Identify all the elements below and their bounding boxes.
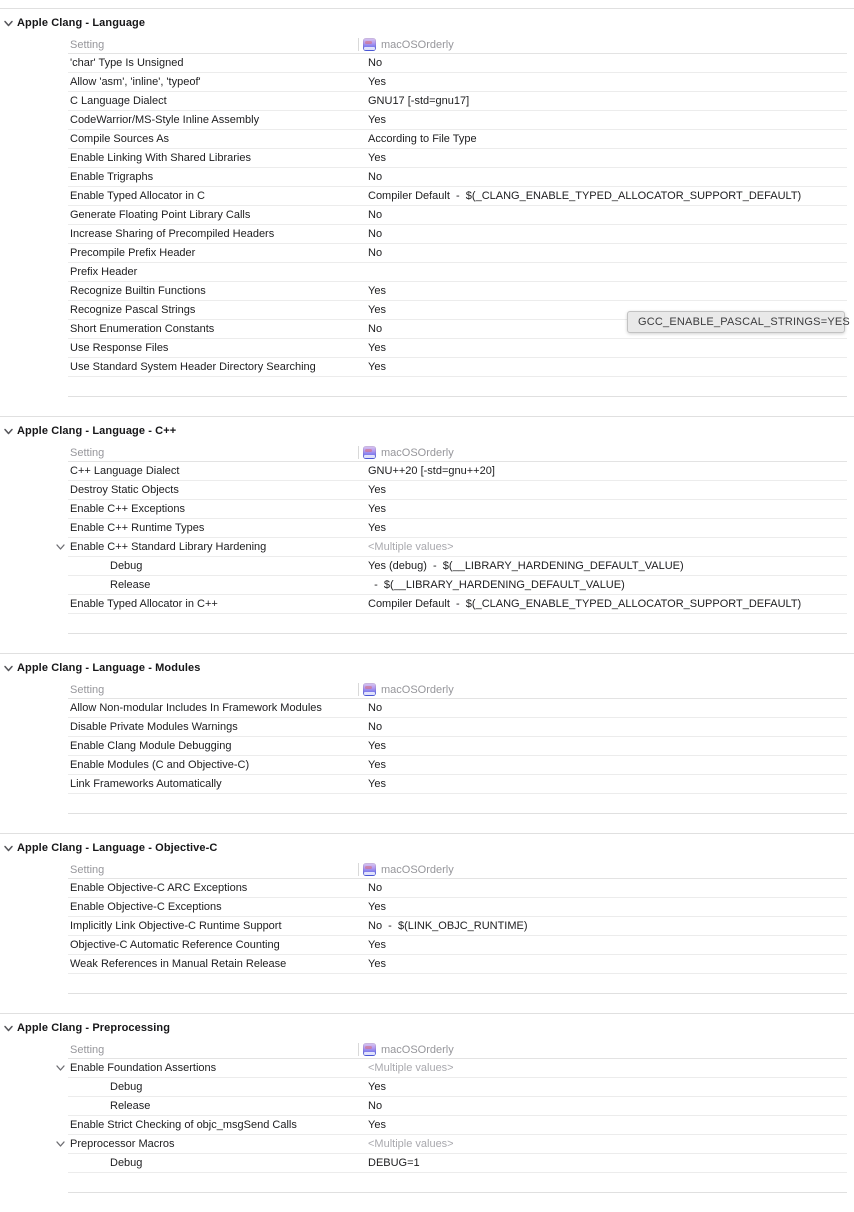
table-row[interactable] [68, 1097, 847, 1116]
section-title: Apple Clang - Language - Objective-C [17, 841, 218, 854]
column-header-setting: Setting [70, 446, 105, 459]
table-trailing-space [68, 1173, 847, 1193]
column-header-setting: Setting [70, 1043, 105, 1056]
table-row[interactable] [68, 917, 847, 936]
setting-cell [68, 114, 368, 126]
setting-label: Enable Clang Module Debugging [70, 740, 232, 752]
tooltip: GCC_ENABLE_PASCAL_STRINGS=YES [627, 311, 845, 333]
chevron-down-icon[interactable] [3, 18, 14, 29]
setting-cell [68, 285, 368, 297]
setting-label: Enable Typed Allocator in C++ [70, 598, 218, 610]
chevron-down-icon[interactable] [3, 426, 14, 437]
column-header-target: macOSOrderly [381, 683, 454, 696]
setting-value[interactable]: No [368, 1100, 383, 1112]
table-row[interactable] [68, 149, 847, 168]
setting-label: Precompile Prefix Header [70, 247, 196, 259]
setting-label: Objective-C Automatic Reference Counting [70, 939, 280, 951]
chevron-down-icon[interactable] [55, 542, 66, 553]
table-row[interactable] [68, 206, 847, 225]
setting-cell [68, 759, 368, 771]
setting-value[interactable]: No [368, 209, 383, 221]
setting-label: Increase Sharing of Precompiled Headers [70, 228, 275, 240]
setting-label: Recognize Builtin Functions [70, 285, 206, 297]
column-header-setting: Setting [70, 683, 105, 696]
setting-label: Debug [110, 560, 143, 572]
table-row[interactable] [68, 955, 847, 974]
macos-app-icon [363, 863, 376, 876]
setting-value[interactable]: Yes (debug) - $(__LIBRARY_HARDENING_DEFAULT_VALUE) [368, 560, 684, 572]
setting-value[interactable]: No - $(LINK_OBJC_RUNTIME) [368, 920, 528, 932]
setting-value[interactable]: No [368, 57, 383, 69]
table-trailing-space [68, 377, 847, 397]
setting-value[interactable]: Compiler Default - $(_CLANG_ENABLE_TYPED_ALLOCATOR_SUPPORT_DEFAULT) [368, 190, 802, 202]
settings-table [68, 681, 847, 814]
table-row[interactable] [68, 1078, 847, 1097]
table-row[interactable] [68, 92, 847, 111]
setting-cell [68, 778, 368, 790]
settings-section [0, 8, 854, 416]
setting-cell [68, 323, 368, 335]
setting-label: Link Frameworks Automatically [70, 778, 222, 790]
setting-cell [68, 95, 368, 107]
settings-section [0, 416, 854, 653]
setting-label: Enable Typed Allocator in C [70, 190, 205, 202]
chevron-down-icon[interactable] [3, 663, 14, 674]
table-row[interactable] [68, 462, 847, 481]
settings-section [0, 653, 854, 833]
setting-cell [68, 76, 368, 88]
setting-label: Use Standard System Header Directory Searching [70, 361, 316, 373]
setting-label: Allow 'asm', 'inline', 'typeof' [70, 76, 201, 88]
settings-table [68, 1041, 847, 1193]
setting-cell [68, 484, 368, 496]
setting-value[interactable]: Yes [368, 901, 386, 913]
macos-app-icon [363, 1043, 376, 1056]
table-row[interactable] [68, 898, 847, 917]
setting-label: Enable Objective-C ARC Exceptions [70, 882, 248, 894]
table-rows [68, 1059, 847, 1173]
setting-cell [68, 1062, 368, 1074]
column-header-target: macOSOrderly [381, 863, 454, 876]
column-header-setting: Setting [70, 863, 105, 876]
table-row[interactable] [68, 936, 847, 955]
setting-label: C Language Dialect [70, 95, 167, 107]
setting-cell [68, 152, 368, 164]
setting-value[interactable]: - $(__LIBRARY_HARDENING_DEFAULT_VALUE) [368, 579, 625, 591]
chevron-down-icon[interactable] [3, 843, 14, 854]
setting-value[interactable]: No [368, 228, 383, 240]
section-title: Apple Clang - Language [17, 16, 146, 29]
section-header[interactable] [0, 654, 854, 681]
setting-cell [68, 304, 368, 316]
section-header[interactable] [0, 1014, 854, 1041]
setting-cell [68, 1157, 368, 1169]
table-row[interactable] [68, 1135, 847, 1154]
table-row[interactable] [68, 1059, 847, 1078]
setting-cell [68, 228, 368, 240]
table-header-row [68, 444, 847, 462]
table-row[interactable] [68, 282, 847, 301]
chevron-down-icon[interactable] [55, 1063, 66, 1074]
setting-cell [68, 740, 368, 752]
table-row[interactable] [68, 699, 847, 718]
setting-cell [68, 266, 368, 278]
table-row[interactable] [68, 73, 847, 92]
macos-app-icon [363, 446, 376, 459]
table-row[interactable] [68, 595, 847, 614]
setting-label: Generate Floating Point Library Calls [70, 209, 251, 221]
setting-cell [68, 958, 368, 970]
section-title: Apple Clang - Preprocessing [17, 1021, 171, 1034]
table-rows [68, 462, 847, 614]
section-header[interactable] [0, 834, 854, 861]
setting-label: Recognize Pascal Strings [70, 304, 196, 316]
setting-value[interactable]: According to File Type [368, 133, 477, 145]
setting-cell [68, 901, 368, 913]
setting-cell [68, 579, 368, 591]
setting-cell [68, 361, 368, 373]
table-row[interactable] [68, 557, 847, 576]
setting-value[interactable]: Yes [368, 152, 386, 164]
setting-cell [68, 1100, 368, 1112]
setting-label: Enable Strict Checking of objc_msgSend Calls [70, 1119, 297, 1131]
setting-label: Release [110, 1100, 151, 1112]
setting-value[interactable]: Yes [368, 958, 386, 970]
setting-value[interactable]: GNU++20 [-std=gnu++20] [368, 465, 495, 477]
table-row[interactable] [68, 500, 847, 519]
setting-label: Enable Linking With Shared Libraries [70, 152, 251, 164]
setting-cell [68, 247, 368, 259]
setting-value[interactable]: No [368, 247, 383, 259]
setting-value[interactable]: <Multiple values> [368, 1062, 454, 1074]
table-row[interactable] [68, 130, 847, 149]
table-rows [68, 879, 847, 974]
setting-value[interactable]: Yes [368, 114, 386, 126]
table-row[interactable] [68, 481, 847, 500]
setting-label: Preprocessor Macros [70, 1138, 175, 1150]
setting-value[interactable]: No [368, 702, 383, 714]
setting-value[interactable]: Yes [368, 76, 386, 88]
table-row[interactable] [68, 737, 847, 756]
setting-label: Use Response Files [70, 342, 169, 354]
setting-cell [68, 1119, 368, 1131]
setting-value[interactable]: Yes [368, 342, 386, 354]
setting-cell [68, 882, 368, 894]
setting-label: 'char' Type Is Unsigned [70, 57, 184, 69]
column-header-target: macOSOrderly [381, 1043, 454, 1056]
setting-label: Enable C++ Exceptions [70, 503, 185, 515]
table-row[interactable] [68, 187, 847, 206]
setting-cell [68, 190, 368, 202]
setting-label: Implicitly Link Objective-C Runtime Support [70, 920, 282, 932]
setting-cell [68, 702, 368, 714]
setting-label: Debug [110, 1157, 143, 1169]
setting-value[interactable]: DEBUG=1 [368, 1157, 420, 1169]
setting-label: Enable C++ Standard Library Hardening [70, 541, 267, 553]
table-row[interactable] [68, 538, 847, 557]
table-rows [68, 699, 847, 794]
setting-value[interactable]: No [368, 171, 383, 183]
setting-label: Enable Trigraphs [70, 171, 154, 183]
setting-value[interactable]: Yes [368, 759, 386, 771]
setting-value[interactable]: Yes [368, 285, 386, 297]
macos-app-icon [363, 38, 376, 51]
table-row[interactable] [68, 225, 847, 244]
setting-value[interactable]: <Multiple values> [368, 541, 454, 553]
setting-value[interactable]: <Multiple values> [368, 1138, 454, 1150]
setting-value[interactable]: Yes [368, 503, 386, 515]
setting-value[interactable]: Yes [368, 939, 386, 951]
column-header-target: macOSOrderly [381, 38, 454, 51]
setting-value[interactable]: Yes [368, 304, 386, 316]
chevron-down-icon[interactable] [3, 1023, 14, 1034]
setting-value[interactable]: No [368, 323, 383, 335]
table-header-row [68, 36, 847, 54]
table-row[interactable] [68, 576, 847, 595]
section-header[interactable] [0, 9, 854, 36]
setting-label: Enable Objective-C Exceptions [70, 901, 222, 913]
settings-table [68, 861, 847, 994]
table-row[interactable] [68, 756, 847, 775]
chevron-down-icon[interactable] [55, 1139, 66, 1150]
setting-value[interactable]: Compiler Default - $(_CLANG_ENABLE_TYPED_ALLOCATOR_SUPPORT_DEFAULT) [368, 598, 802, 610]
table-row[interactable] [68, 1116, 847, 1135]
setting-cell [68, 503, 368, 515]
table-row[interactable] [68, 879, 847, 898]
setting-label: Release [110, 579, 151, 591]
setting-cell [68, 920, 368, 932]
table-header-row [68, 861, 847, 879]
table-row[interactable] [68, 339, 847, 358]
setting-cell [68, 342, 368, 354]
table-row[interactable] [68, 358, 847, 377]
settings-table [68, 36, 847, 397]
table-row[interactable] [68, 263, 847, 282]
setting-label: Destroy Static Objects [70, 484, 179, 496]
setting-value[interactable]: GNU17 [-std=gnu17] [368, 95, 470, 107]
setting-label: CodeWarrior/MS-Style Inline Assembly [70, 114, 260, 126]
section-header[interactable] [0, 417, 854, 444]
table-header-row [68, 681, 847, 699]
setting-label: Compile Sources As [70, 133, 170, 145]
setting-cell [68, 465, 368, 477]
settings-section [0, 1013, 854, 1212]
setting-cell [68, 598, 368, 610]
table-trailing-space [68, 974, 847, 994]
setting-label: Enable Foundation Assertions [70, 1062, 217, 1074]
setting-cell [68, 522, 368, 534]
table-row[interactable] [68, 54, 847, 73]
setting-label: Short Enumeration Constants [70, 323, 215, 335]
setting-cell [68, 560, 368, 572]
table-row[interactable] [68, 1154, 847, 1173]
table-row[interactable] [68, 111, 847, 130]
sections-container [0, 8, 854, 1212]
setting-cell [68, 209, 368, 221]
settings-section [0, 833, 854, 1013]
column-divider [358, 863, 359, 876]
table-trailing-space [68, 614, 847, 634]
setting-value[interactable]: No [368, 721, 383, 733]
setting-cell [68, 57, 368, 69]
setting-cell [68, 541, 368, 553]
setting-label: Disable Private Modules Warnings [70, 721, 238, 733]
setting-cell [68, 1081, 368, 1093]
section-title: Apple Clang - Language - Modules [17, 661, 201, 674]
table-row[interactable] [68, 775, 847, 794]
section-title: Apple Clang - Language - C++ [17, 424, 177, 437]
column-header-target: macOSOrderly [381, 446, 454, 459]
table-row[interactable] [68, 244, 847, 263]
setting-cell [68, 171, 368, 183]
setting-value[interactable]: Yes [368, 522, 386, 534]
setting-label: Allow Non-modular Includes In Framework Modules [70, 702, 322, 714]
column-header-setting: Setting [70, 38, 105, 51]
table-row[interactable] [68, 168, 847, 187]
column-divider [358, 38, 359, 51]
setting-label: Enable Modules (C and Objective-C) [70, 759, 250, 771]
column-divider [358, 446, 359, 459]
setting-value[interactable]: Yes [368, 484, 386, 496]
setting-value[interactable]: Yes [368, 740, 386, 752]
setting-label: Enable C++ Runtime Types [70, 522, 205, 534]
column-divider [358, 1043, 359, 1056]
setting-value[interactable]: Yes [368, 361, 386, 373]
settings-table [68, 444, 847, 634]
macos-app-icon [363, 683, 376, 696]
setting-value[interactable]: Yes [368, 1119, 386, 1131]
table-row[interactable] [68, 718, 847, 737]
setting-cell [68, 1138, 368, 1150]
setting-cell [68, 721, 368, 733]
table-trailing-space [68, 794, 847, 814]
table-header-row [68, 1041, 847, 1059]
table-row[interactable] [68, 519, 847, 538]
setting-label: Weak References in Manual Retain Release [70, 958, 287, 970]
setting-value[interactable]: No [368, 882, 383, 894]
setting-cell [68, 133, 368, 145]
setting-label: C++ Language Dialect [70, 465, 180, 477]
setting-label: Prefix Header [70, 266, 138, 278]
column-divider [358, 683, 359, 696]
setting-value[interactable]: Yes [368, 778, 386, 790]
setting-label: Debug [110, 1081, 143, 1093]
setting-cell [68, 939, 368, 951]
setting-value[interactable]: Yes [368, 1081, 386, 1093]
